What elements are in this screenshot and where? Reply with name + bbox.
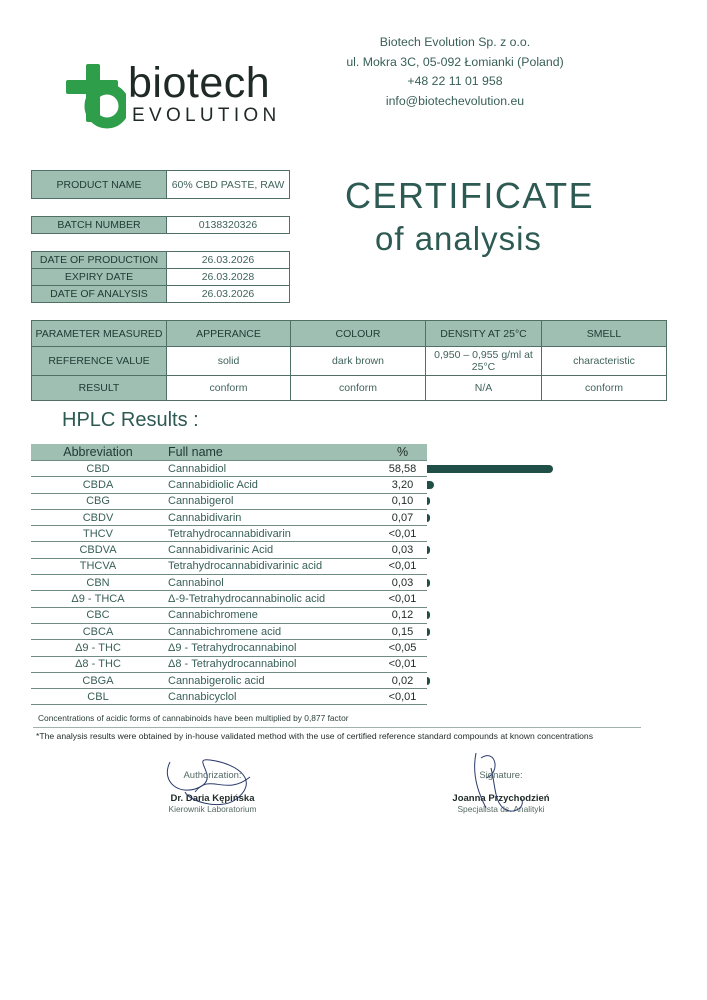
param-header: APPERANCE	[167, 321, 291, 347]
compound-name: Cannabidivarin	[165, 509, 378, 525]
reference-value: 0,950 – 0,955 g/ml at 25°C	[426, 347, 542, 376]
compound-name: Cannabidivarinic Acid	[165, 542, 378, 558]
hplc-row	[31, 542, 427, 558]
compound-percent: <0,01	[378, 526, 427, 542]
hplc-bar	[427, 546, 430, 554]
reference-value: characteristic	[542, 347, 667, 376]
compound-percent: <0,01	[378, 591, 427, 607]
company-logo	[62, 58, 312, 130]
compound-percent: 58,58	[378, 461, 427, 477]
result-label: RESULT	[32, 376, 167, 401]
compound-percent: 0,03	[378, 542, 427, 558]
product-name-label: PRODUCT NAME	[32, 171, 167, 199]
signature-right	[436, 770, 566, 814]
compound-name: Cannabichromene acid	[165, 623, 378, 639]
hplc-bar	[427, 514, 430, 522]
logo-subword: EVOLUTION	[132, 105, 281, 126]
hplc-bar	[427, 579, 430, 587]
hplc-row	[31, 461, 427, 477]
compound-abbr: Δ9 - THC	[31, 640, 165, 656]
production-value: 26.03.2026	[167, 252, 290, 269]
compound-name: Cannabidiol	[165, 461, 378, 477]
compound-percent: <0,01	[378, 558, 427, 574]
hplc-row	[31, 591, 427, 607]
hplc-bar	[427, 628, 430, 636]
param-header: SMELL	[542, 321, 667, 347]
signature-scribble-icon	[436, 748, 566, 818]
reference-label: REFERENCE VALUE	[32, 347, 167, 376]
param-header: DENSITY AT 25°C	[426, 321, 542, 347]
signatory-role: Kierownik Laboratorium	[168, 804, 257, 814]
compound-name: Cannabidiolic Acid	[165, 477, 378, 493]
compound-percent: 0,03	[378, 575, 427, 591]
compound-abbr: CBDVA	[31, 542, 165, 558]
compound-abbr: THCVA	[31, 558, 165, 574]
compound-abbr: CBDV	[31, 509, 165, 525]
reference-value: solid	[167, 347, 291, 376]
compound-abbr: CBGA	[31, 672, 165, 688]
result-value: conform	[167, 376, 291, 401]
company-name: Biotech Evolution Sp. z o.o.	[379, 35, 531, 49]
company-info	[330, 33, 580, 111]
compound-abbr: CBC	[31, 607, 165, 623]
hplc-row	[31, 607, 427, 623]
result-value: N/A	[426, 376, 542, 401]
method-note: *The analysis results were obtained by in-house validated method with the use of certified reference standard compounds at known concentrations	[36, 731, 594, 741]
hplc-row	[31, 575, 427, 591]
batch-value: 0138320326	[167, 217, 290, 234]
compound-name: Cannabigerol	[165, 493, 378, 509]
logo-mark-icon	[62, 58, 126, 130]
compound-name: Δ-9-Tetrahydrocannabinolic acid	[165, 591, 378, 607]
hplc-row	[31, 623, 427, 639]
company-address: ul. Mokra 3C, 05-092 Łomianki (Poland)	[346, 54, 564, 69]
hplc-row	[31, 509, 427, 525]
compound-name: Cannabigerolic acid	[165, 672, 378, 688]
result-value: conform	[291, 376, 426, 401]
hplc-row	[31, 493, 427, 509]
hplc-header-abbr: Abbreviation	[31, 444, 165, 461]
signatory-name: Dr. Daria Kępińska	[170, 793, 255, 804]
expiry-label: EXPIRY DATE	[32, 269, 167, 286]
analysis-date-value: 26.03.2026	[167, 286, 290, 303]
compound-name: Cannabichromene	[165, 607, 378, 623]
compound-abbr: CBN	[31, 575, 165, 591]
param-header: PARAMETER MEASURED	[32, 321, 167, 347]
compound-name: Tetrahydrocannabidivarin	[165, 526, 378, 542]
compound-percent: 0,15	[378, 623, 427, 639]
divider	[33, 727, 641, 728]
compound-name: Cannabicyclol	[165, 689, 378, 705]
certificate-subtitle: of analysis	[375, 220, 542, 257]
compound-abbr: Δ9 - THCA	[31, 591, 165, 607]
compound-percent: 0,02	[378, 672, 427, 688]
compound-percent: <0,05	[378, 640, 427, 656]
product-name-value: 60% CBD PASTE, RAW	[167, 171, 290, 199]
hplc-bar	[427, 497, 430, 505]
signature-left	[150, 770, 275, 814]
certificate-title: CERTIFICATE	[345, 175, 595, 216]
signatory-role: Specjalista ds. Analityki	[457, 804, 545, 814]
hplc-row	[31, 526, 427, 542]
hplc-bar	[427, 611, 430, 619]
hplc-row	[31, 689, 427, 705]
hplc-row	[31, 656, 427, 672]
hplc-title: HPLC Results :	[62, 409, 199, 431]
hplc-header-pct: %	[378, 444, 427, 461]
compound-percent: 3,20	[378, 477, 427, 493]
hplc-row	[31, 477, 427, 493]
hplc-bar	[427, 677, 430, 685]
signature-label: Signature:	[479, 770, 523, 781]
acidic-note: Concentrations of acidic forms of cannabinoids have been multiplied by 0,877 factor	[38, 713, 349, 723]
hplc-table	[31, 444, 427, 705]
compound-percent: <0,01	[378, 656, 427, 672]
hplc-row	[31, 672, 427, 688]
company-email: info@biotechevolution.eu	[385, 93, 525, 108]
company-phone: +48 22 11 01 958	[407, 74, 503, 88]
analysis-date-label: DATE OF ANALYSIS	[32, 286, 167, 303]
signature-scribble-icon	[150, 752, 275, 812]
compound-abbr: Δ8 - THC	[31, 656, 165, 672]
reference-value: dark brown	[291, 347, 426, 376]
compound-name: Δ9 - Tetrahydrocannabinol	[165, 640, 378, 656]
compound-abbr: CBD	[31, 461, 165, 477]
compound-abbr: CBDA	[31, 477, 165, 493]
production-label: DATE OF PRODUCTION	[32, 252, 167, 269]
result-value: conform	[542, 376, 667, 401]
hplc-bar	[427, 481, 434, 489]
compound-percent: <0,01	[378, 689, 427, 705]
hplc-bar	[427, 465, 553, 473]
batch-table	[31, 216, 290, 234]
signature-label: Authorization:	[183, 770, 242, 781]
logo-word: biotech	[128, 59, 271, 107]
compound-percent: 0,07	[378, 509, 427, 525]
product-name-table	[31, 170, 290, 199]
compound-abbr: THCV	[31, 526, 165, 542]
compound-percent: 0,12	[378, 607, 427, 623]
hplc-row	[31, 640, 427, 656]
compound-abbr: CBL	[31, 689, 165, 705]
compound-name: Tetrahydrocannabidivarinic acid	[165, 558, 378, 574]
parameters-table	[31, 320, 667, 401]
compound-abbr: CBCA	[31, 623, 165, 639]
expiry-value: 26.03.2028	[167, 269, 290, 286]
hplc-header-full: Full name	[165, 444, 378, 461]
compound-name: Cannabinol	[165, 575, 378, 591]
hplc-row	[31, 558, 427, 574]
param-header: COLOUR	[291, 321, 426, 347]
dates-table	[31, 251, 290, 303]
batch-label: BATCH NUMBER	[32, 217, 167, 234]
signatory-name: Joanna Przychodzień	[452, 793, 550, 804]
compound-abbr: CBG	[31, 493, 165, 509]
compound-percent: 0,10	[378, 493, 427, 509]
compound-name: Δ8 - Tetrahydrocannabinol	[165, 656, 378, 672]
